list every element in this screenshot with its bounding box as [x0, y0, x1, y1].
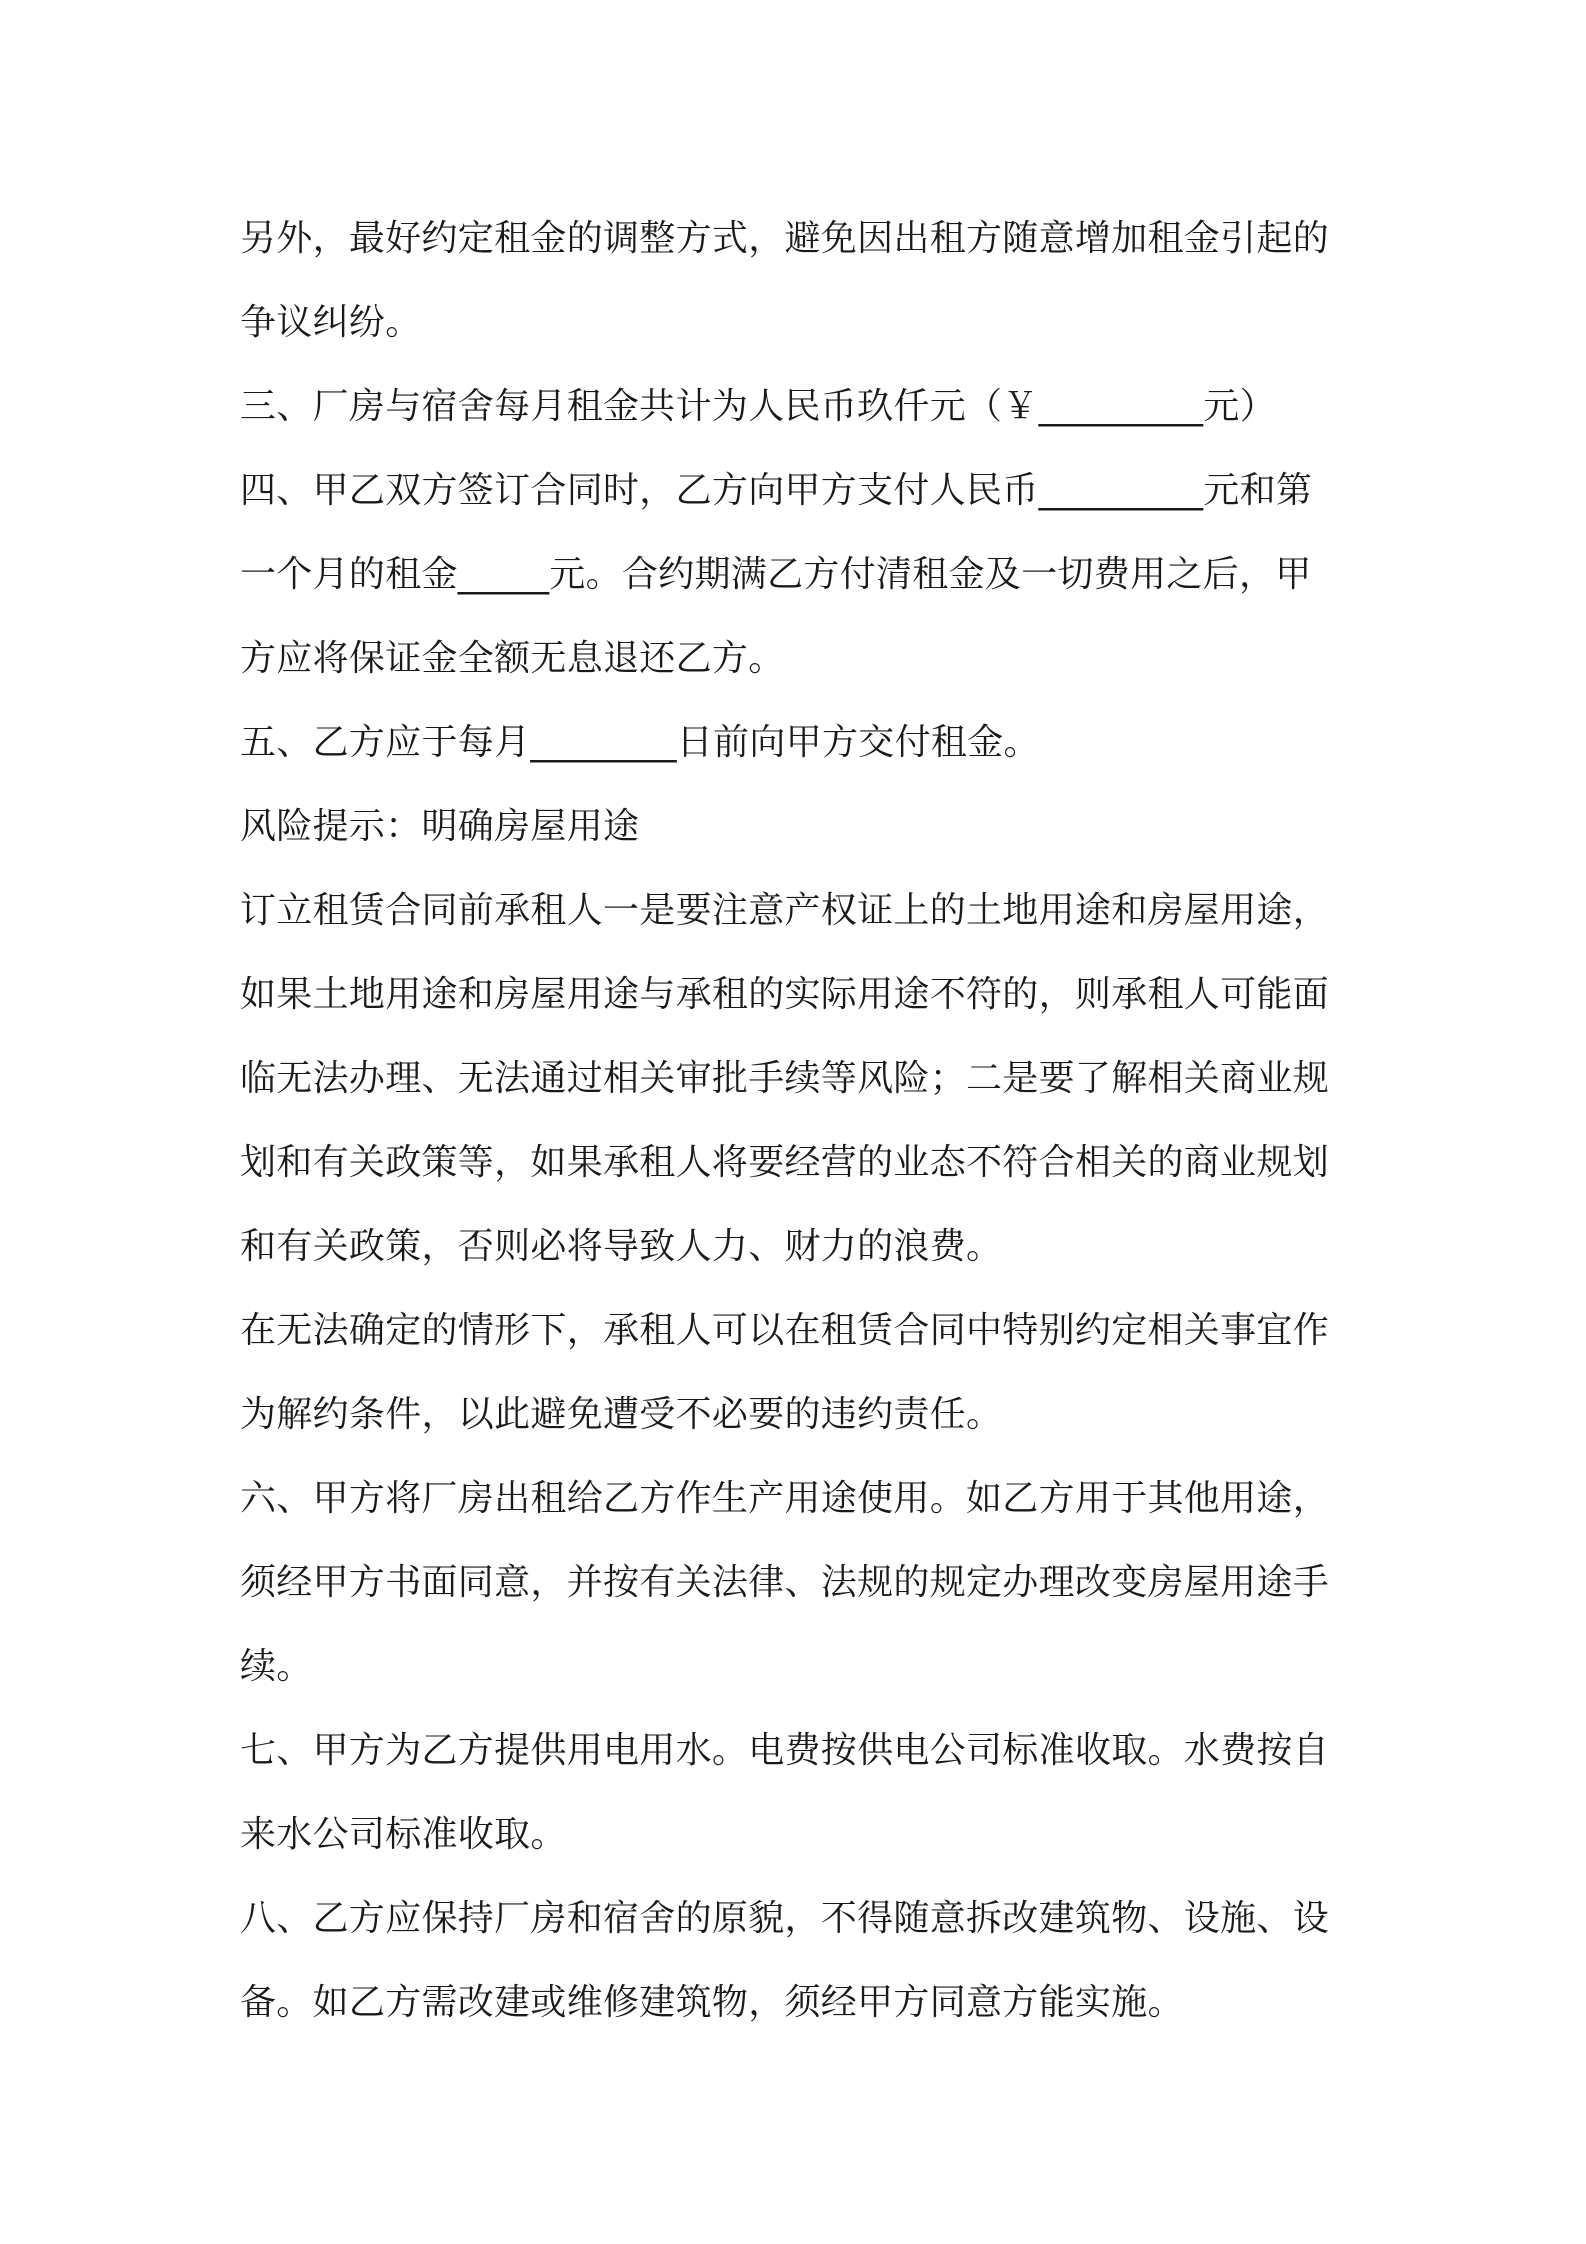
text-line: 五、乙方应于每月________日前向甲方交付租金。: [240, 722, 1040, 763]
text-line: 来水公司标准收取。: [240, 1814, 567, 1855]
document-body: [240, 197, 1360, 2045]
text-line: 和有关政策，否则必将导致人力、财力的浪费。: [240, 1226, 1003, 1267]
text-line: 临无法办理、无法通过相关审批手续等风险；二是要了解相关商业规: [240, 1058, 1330, 1099]
text-line: 另外，最好约定租金的调整方式，避免因出租方随意增加租金引起的: [240, 218, 1330, 259]
section-heading: 风险提示：明确房屋用途: [240, 806, 640, 847]
text-line: 三、厂房与宿舍每月租金共计为人民币玖仟元（￥_________元）: [240, 386, 1276, 427]
text-line: 方应将保证金全额无息退还乙方。: [240, 638, 785, 679]
text-line: 七、甲方为乙方提供用电用水。电费按供电公司标准收取。水费按自: [240, 1730, 1330, 1771]
text-line: 四、甲乙双方签订合同时，乙方向甲方支付人民币_________元和第: [240, 470, 1313, 511]
text-line: 六、甲方将厂房出租给乙方作生产用途使用。如乙方用于其他用途，: [240, 1478, 1330, 1519]
text-line: 一个月的租金_____元。合约期满乙方付清租金及一切费用之后，甲: [240, 554, 1312, 595]
text-line: 在无法确定的情形下，承租人可以在租赁合同中特别约定相关事宜作: [240, 1310, 1330, 1351]
text-line: 续。: [240, 1646, 313, 1687]
text-line: 八、乙方应保持厂房和宿舍的原貌，不得随意拆改建筑物、设施、设: [240, 1898, 1330, 1939]
text-line: 备。如乙方需改建或维修建筑物，须经甲方同意方能实施。: [240, 1982, 1184, 2023]
text-line: 为解约条件，以此避免遭受不必要的违约责任。: [240, 1394, 1003, 1435]
text-line: 争议纠纷。: [240, 302, 422, 343]
text-line: 订立租赁合同前承租人一是要注意产权证上的土地用途和房屋用途，: [240, 890, 1330, 931]
text-line: 须经甲方书面同意，并按有关法律、法规的规定办理改变房屋用途手: [240, 1562, 1330, 1603]
text-line: 划和有关政策等，如果承租人将要经营的业态不符合相关的商业规划: [240, 1142, 1330, 1183]
text-line: 如果土地用途和房屋用途与承租的实际用途不符的，则承租人可能面: [240, 974, 1330, 1015]
